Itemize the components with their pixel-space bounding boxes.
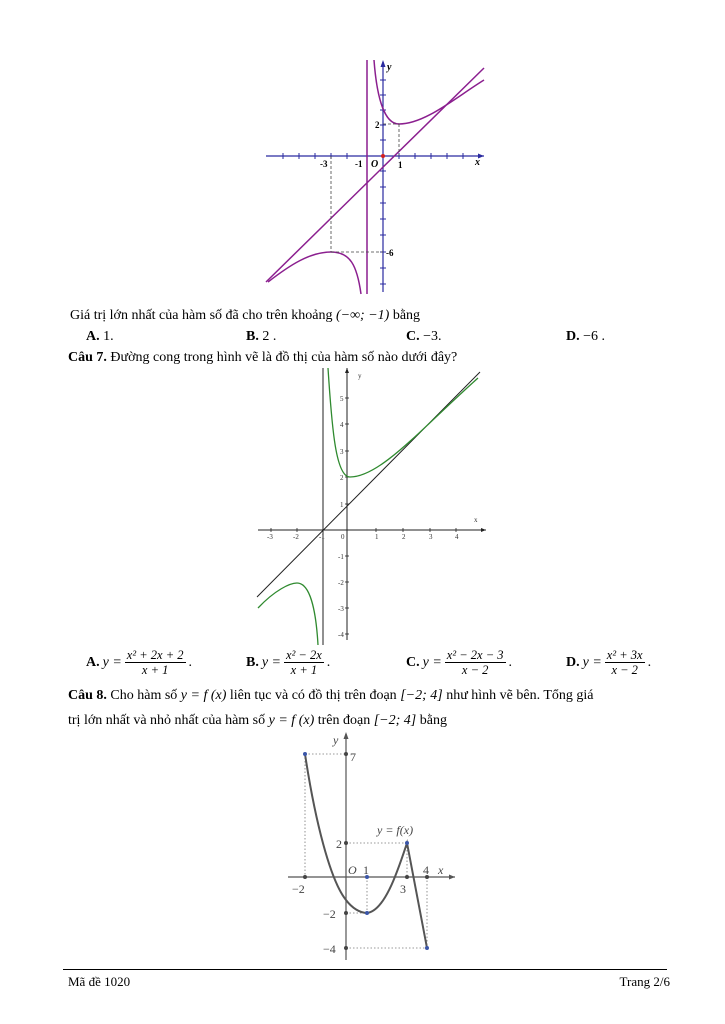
q7-option-c-num: x² − 2x − 3 bbox=[446, 648, 504, 662]
g3-xtick-neg2: −2 bbox=[292, 882, 305, 896]
q7-prompt-text: Đường cong trong hình vẽ là đồ thị của hàm số nào dưới đây? bbox=[110, 350, 458, 365]
oblique-asymptote bbox=[266, 68, 484, 282]
g1-origin-label: O bbox=[371, 159, 379, 170]
q6-option-b-letter: B. bbox=[246, 329, 259, 344]
q6-option-a[interactable] bbox=[86, 329, 114, 345]
g2-xtick: 4 bbox=[455, 533, 459, 541]
g3-y-label: y bbox=[333, 733, 339, 747]
g2-ytick: -2 bbox=[338, 579, 344, 587]
curve-right-branch bbox=[328, 368, 478, 477]
g3-xtick-4: 4 bbox=[423, 863, 429, 877]
q7-option-a-fraction bbox=[125, 648, 186, 678]
g1-tick-neg1: -1 bbox=[355, 159, 363, 169]
q7-option-d-lhs: y = bbox=[582, 654, 602, 670]
q6-option-d-value: −6 . bbox=[583, 329, 606, 344]
g2-ytick: 1 bbox=[340, 501, 344, 509]
g1-tick-1: 1 bbox=[398, 160, 403, 170]
y-axis-arrow bbox=[345, 368, 349, 373]
q6-interval: (−∞; −1) bbox=[335, 308, 390, 323]
q6-option-a-letter: A. bbox=[86, 329, 100, 344]
q8-line2-b: trên đoạn bbox=[317, 713, 371, 728]
q6-option-c[interactable] bbox=[406, 329, 442, 345]
q6-option-b-value: 2 . bbox=[262, 329, 277, 344]
g3-tick-neg4: −4 bbox=[323, 942, 336, 956]
g1-x-label: x bbox=[475, 157, 480, 168]
g2-ytick: 2 bbox=[340, 474, 344, 482]
q8-interval: [−2; 4] bbox=[400, 688, 443, 703]
curve-left-branch bbox=[258, 583, 318, 645]
q7-option-c-end: . bbox=[508, 654, 513, 670]
g3-tick-2: 2 bbox=[336, 837, 342, 851]
point-start bbox=[303, 752, 307, 756]
q7-option-a-end: . bbox=[188, 654, 193, 670]
q7-option-a-lhs: y = bbox=[102, 654, 122, 670]
question-8-line-1 bbox=[68, 688, 594, 704]
q8-line2-a: trị lớn nhất và nhỏ nhất của hàm số bbox=[68, 713, 266, 728]
q7-option-b-letter: B. bbox=[246, 654, 259, 670]
q6-prompt-text: Giá trị lớn nhất của hàm số đã cho trên khoảng bbox=[70, 308, 333, 323]
point-min-local bbox=[365, 911, 369, 915]
q6-prompt-end: bằng bbox=[392, 308, 421, 323]
g1-tick-neg3: -3 bbox=[320, 159, 328, 169]
g3-origin-label: O bbox=[348, 863, 357, 877]
g2-y-label: y bbox=[358, 372, 362, 380]
graph-question-8 bbox=[285, 728, 460, 965]
q7-option-d-num: x² + 3x bbox=[606, 648, 643, 662]
q7-option-b-fraction bbox=[284, 648, 324, 678]
q7-option-d-letter: D. bbox=[566, 654, 580, 670]
q7-option-a-letter: A. bbox=[86, 654, 100, 670]
footer-page-number: Trang 2/6 bbox=[619, 974, 670, 989]
g3-xtick-3: 3 bbox=[400, 882, 406, 896]
q6-option-c-value: −3. bbox=[423, 329, 442, 344]
footer-divider bbox=[63, 969, 667, 970]
g2-xtick: -1 bbox=[319, 533, 325, 541]
q7-option-c-letter: C. bbox=[406, 654, 420, 670]
g2-xtick: -2 bbox=[293, 533, 299, 541]
g2-xtick: 1 bbox=[375, 533, 379, 541]
oblique-asymptote bbox=[257, 372, 480, 597]
q8-line1-b: liên tục và có đồ thị trên đoạn bbox=[229, 688, 397, 703]
g2-ytick: -3 bbox=[338, 605, 344, 613]
q6-option-b[interactable] bbox=[246, 329, 276, 345]
g3-tick-7: 7 bbox=[350, 750, 356, 764]
g2-xtick: 3 bbox=[429, 533, 433, 541]
q7-option-b-lhs: y = bbox=[261, 654, 282, 670]
x-axis-arrow bbox=[449, 875, 455, 880]
y-axis-arrow bbox=[344, 732, 349, 739]
g3-xtick-1: 1 bbox=[363, 863, 369, 877]
g2-ytick: -4 bbox=[338, 631, 344, 639]
q7-option-c-den: x − 2 bbox=[461, 663, 489, 678]
g2-xtick: 0 bbox=[341, 533, 345, 541]
q7-option-d-den: x − 2 bbox=[611, 663, 638, 678]
q7-option-d-fraction bbox=[605, 648, 645, 678]
g1-y-label: y bbox=[387, 62, 392, 73]
q8-line2-c: bằng bbox=[419, 713, 447, 728]
q6-option-c-letter: C. bbox=[406, 329, 420, 344]
q7-option-a-num: x² + 2x + 2 bbox=[126, 648, 184, 662]
origin-point bbox=[381, 154, 385, 158]
g3-tick-neg2: −2 bbox=[323, 907, 336, 921]
graph-question-7 bbox=[255, 365, 490, 645]
question-7-prompt bbox=[68, 350, 457, 366]
g3-curve-label: y = f(x) bbox=[377, 823, 414, 837]
q6-option-a-value: 1. bbox=[103, 329, 114, 344]
footer-exam-code: Mã đề 1020 bbox=[68, 974, 131, 989]
q8-line1-a: Cho hàm số bbox=[110, 688, 178, 703]
q8-func-2: y = f (x) bbox=[268, 713, 315, 728]
g2-xtick: -3 bbox=[267, 533, 273, 541]
q8-func: y = f (x) bbox=[180, 688, 227, 703]
q7-option-c-lhs: y = bbox=[422, 654, 442, 670]
point-end bbox=[425, 946, 429, 950]
point-max-local bbox=[405, 841, 409, 845]
q7-option-b-num: x² − 2x bbox=[286, 648, 322, 662]
q6-option-d-letter: D. bbox=[566, 329, 580, 344]
q6-option-d[interactable] bbox=[566, 329, 605, 345]
q7-number: Câu 7. bbox=[68, 350, 107, 365]
q7-option-b[interactable] bbox=[246, 648, 330, 678]
y-axis-arrow bbox=[381, 60, 386, 67]
curve-left-branch bbox=[268, 252, 361, 294]
question-8-line-2 bbox=[68, 713, 447, 729]
q7-option-a[interactable] bbox=[86, 648, 192, 678]
q8-line1-c: như hình vẽ bên. Tổng giá bbox=[446, 688, 594, 703]
g2-xtick: 2 bbox=[402, 533, 406, 541]
x-axis-arrow bbox=[481, 528, 486, 532]
g1-tick-2: 2 bbox=[375, 120, 380, 130]
q7-option-c-fraction bbox=[445, 648, 506, 678]
question-6-prompt bbox=[70, 308, 420, 324]
graph-question-6 bbox=[262, 56, 488, 296]
g2-ytick: -1 bbox=[338, 553, 344, 561]
g1-tick-neg6: -6 bbox=[386, 248, 394, 258]
q7-option-c[interactable] bbox=[406, 648, 512, 678]
q7-option-b-end: . bbox=[326, 654, 331, 670]
q7-option-a-den: x + 1 bbox=[141, 663, 169, 678]
g2-ytick: 4 bbox=[340, 421, 344, 429]
q7-option-b-den: x + 1 bbox=[290, 663, 318, 678]
g2-x-label: x bbox=[474, 516, 478, 524]
g2-ytick: 5 bbox=[340, 395, 344, 403]
q8-number: Câu 8. bbox=[68, 688, 107, 703]
g2-ytick: 3 bbox=[340, 448, 344, 456]
q8-interval-2: [−2; 4] bbox=[373, 713, 417, 728]
g3-x-label: x bbox=[438, 863, 444, 877]
q7-option-d[interactable] bbox=[566, 648, 651, 678]
q7-option-d-end: . bbox=[647, 654, 652, 670]
